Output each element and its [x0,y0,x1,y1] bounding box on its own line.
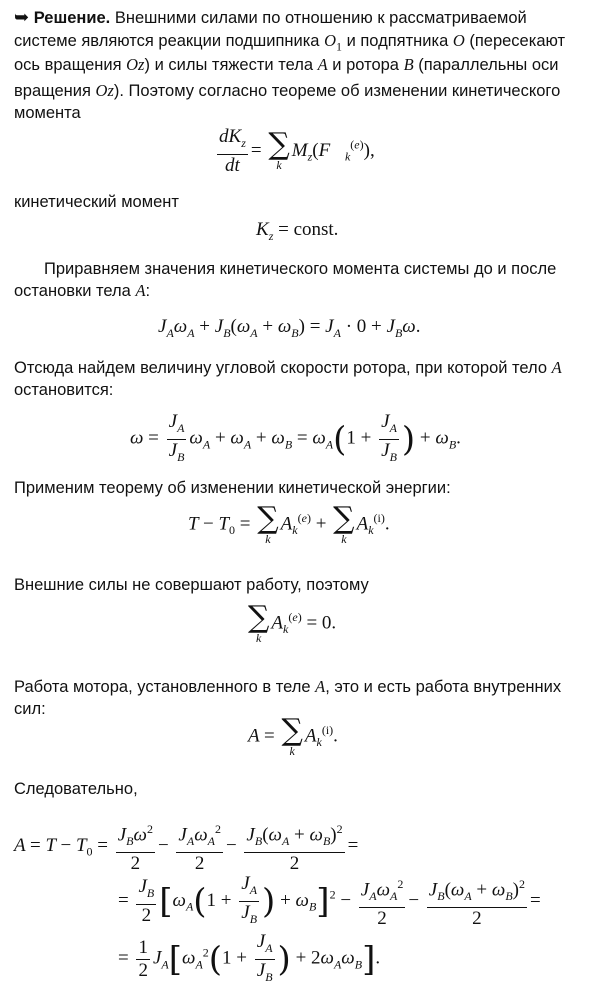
solution-line-2: системе являются реакции подшипника $O_1$ и подпятника O (пересекают [14,31,566,54]
equation-external-work-zero: ∑ k $A_k^{(e)} = 0$. [248,600,337,645]
equation-energy-theorem: $T - T_0$ = ∑ k $A_k^{(e)}$ + ∑ k $A_k^{(i)}$. [188,501,390,546]
solution-line-5: момента [14,104,81,122]
equation-final-line-3: = $\frac{1}{2}$ $J_A[\omega_A^2(1$ + $\frac{J_A}{J_B}$ ) + $2\omega_A\omega_B$]. [118,931,381,984]
text-motor-line-2: сил: [14,700,46,718]
equation-momentum-balance: $J_A\omega_A + J_B(\omega_A + \omega_B) = J_A \cdot 0 + J_B\omega$. [158,316,421,340]
solution-line-3: ось вращения Oz) и силы тяжести тела A и ротора B (параллельны оси [14,55,559,74]
text-motor-line-1: Работа мотора, установленного в теле A, это и есть работа внутренних [14,677,562,696]
equation-final-line-1: $A = T - T_0$ = $\frac{J_B\omega^2}{2}$ − $\frac{J_A\omega_A^2}{2}$ − $\frac{J_B(\omega_A + \omega_B)^2}{2}$ = [14,818,358,875]
equation-omega: ω = $\frac{J_A}{J_B}$ $\omega_A + \omega_A + \omega_B = \omega_A(1$ + $\frac{J_A}{J_B}$ ) + $\omega_B$. [130,411,461,464]
text-equate-line-2: остановки тела A: [14,281,151,300]
equation-moment-theorem: $\frac{dK_z}{dt}$ = ∑ k $M_z(F⃗_k^{(e)})$, [219,126,375,176]
solution-line-1: ➥ Решение. Внешними силами по отношению к рассматриваемой [14,7,527,27]
solution-line-4: вращения Oz). Поэтому согласно теореме об изменении кинетического [14,81,561,100]
text-find-line-1: Отсюда найдем величину угловой скорости ротора, при которой тело A [14,358,562,377]
arrow-icon: ➥ [14,7,30,27]
equation-internal-work: A = ∑ k $A_k^{(i)}$. [248,713,338,758]
solution-heading: Решение. [33,9,111,27]
text-external-no-work: Внешние силы не совершают работу, поэтому [14,576,369,594]
equation-kz-const: $K_z$ = const. [256,219,339,243]
text-find-line-2: остановится: [14,381,114,399]
text-equate-line-1: Приравняем значения кинетического момента системы до и после [44,260,557,278]
text-kinetic-moment: кинетический момент [14,193,179,211]
text-therefore: Следовательно, [14,780,138,798]
text-energy-theorem: Применим теорему об изменении кинетической энергии: [14,479,451,497]
equation-final-line-2: = $\frac{J_B}{2}$ [$\omega_A(1$ + $\frac{J_A}{J_B}$ ) + $\omega_B]^2$ − $\frac{J_A\omega_A^2}{2}$ − $\frac{J_B(\omega_A + \omega_B)^2}{2}$ = [118,873,541,930]
